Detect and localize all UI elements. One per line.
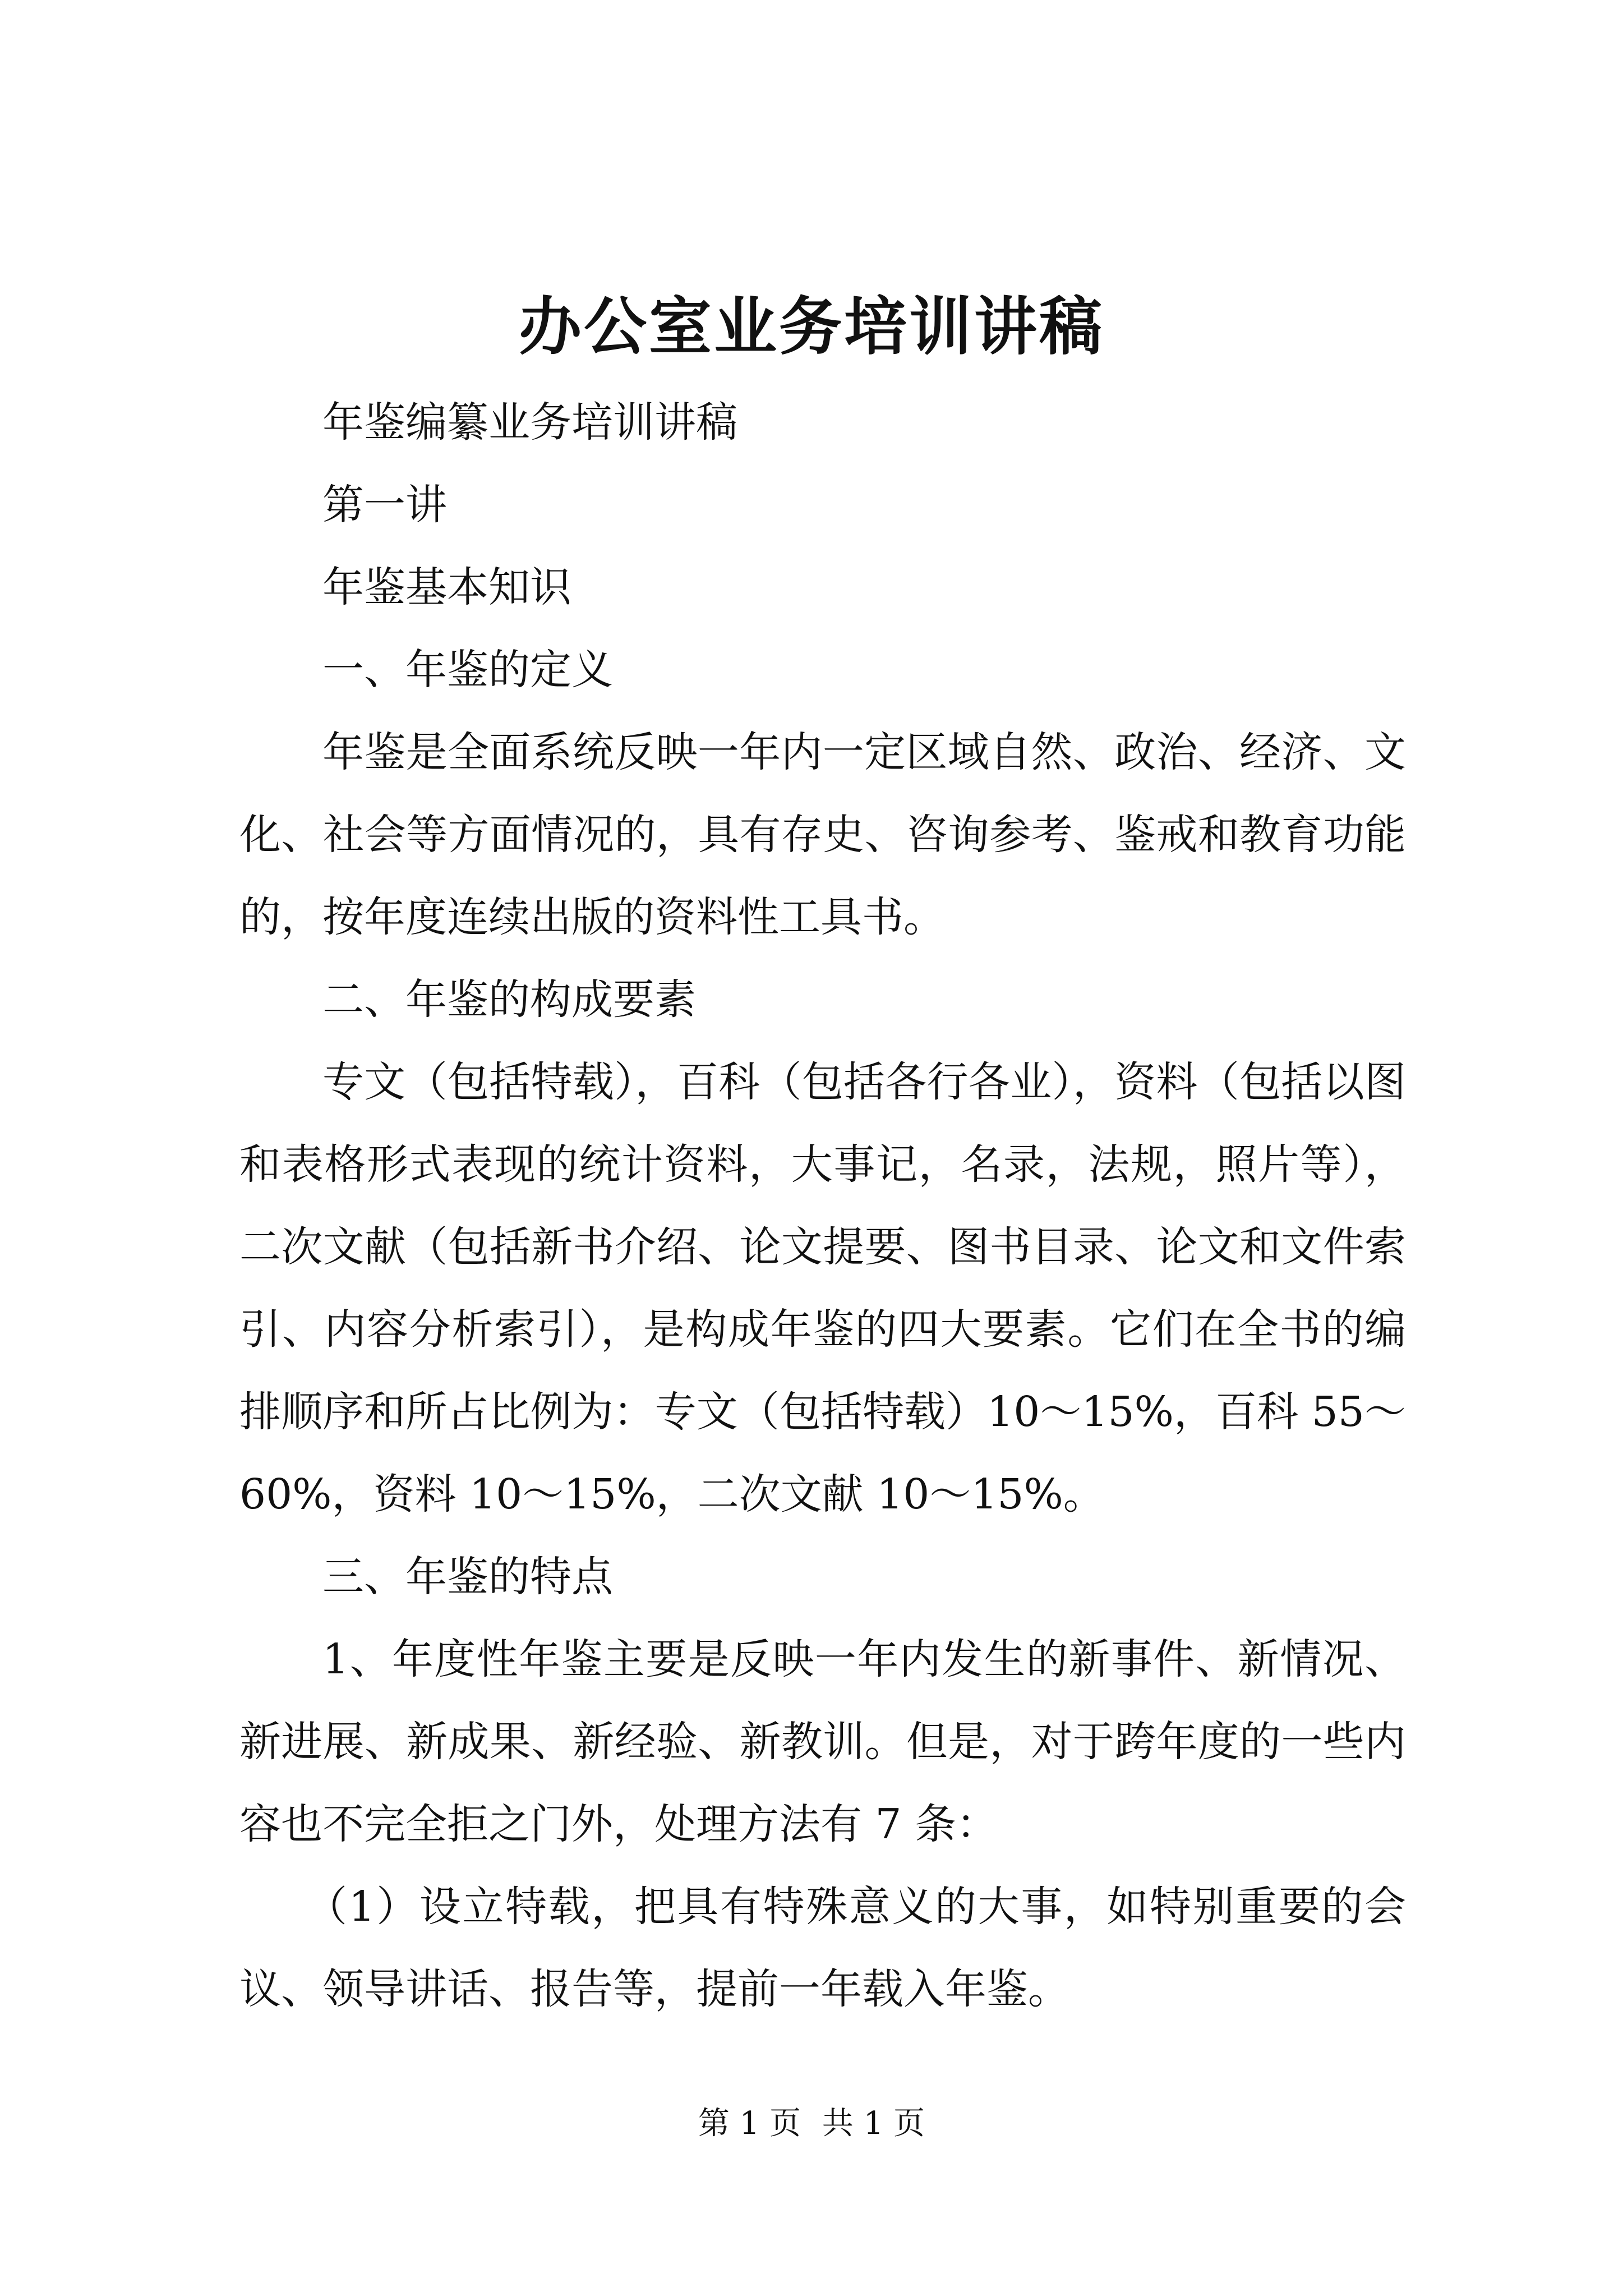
page-footer bbox=[0, 2101, 1623, 2146]
paragraph-subtitle: 年鉴编纂业务培训讲稿 bbox=[322, 398, 737, 447]
section-heading-features: 三、年鉴的特点 bbox=[322, 1553, 613, 1601]
paragraph-definition: 年鉴是全面系统反映一年内一定区域自然、政治、经济、文化、社会等方面情况的，具有存史、咨询参考、鉴戒和教育功能的，按年度连续出版的资料性工具书。 bbox=[239, 728, 1406, 941]
footer-page-total: 共 1 页 bbox=[822, 2105, 925, 2142]
footer-page-number: 第 1 页 bbox=[698, 2105, 801, 2142]
paragraph-lecture-number: 第一讲 bbox=[322, 481, 447, 529]
paragraph-feature-annual: 1、年度性年鉴主要是反映一年内发生的新事件、新情况、新进展、新成果、新经验、新教训。但是，对于跨年度的一些内容也不完全拒之门外，处理方法有 7 条： bbox=[239, 1635, 1406, 1848]
section-heading-definition: 一、年鉴的定义 bbox=[322, 646, 613, 694]
paragraph-lecture-topic: 年鉴基本知识 bbox=[322, 563, 571, 611]
document-body bbox=[239, 381, 1406, 2031]
paragraph-elements: 专文（包括特载），百科（包括各行各业），资料（包括以图和表格形式表现的统计资料，大事记，名录，法规，照片等），二次文献（包括新书介绍、论文提要、图书目录、论文和文件索引、内容分析索引），是构成年鉴的四大要素。它们在全书的编排顺序和所占比例为：专文（包括特载）10～15%，百科 55～60%，资料 10～15%，二次文献 10～15%。 bbox=[239, 1058, 1406, 1519]
paragraph-method-1: （1）设立特载，把具有特殊意义的大事，如特别重要的会议、领导讲话、报告等，提前一年载入年鉴。 bbox=[239, 1883, 1406, 2013]
document-title: 办公室业务培训讲稿 bbox=[519, 291, 1104, 364]
section-heading-elements: 二、年鉴的构成要素 bbox=[322, 976, 696, 1024]
